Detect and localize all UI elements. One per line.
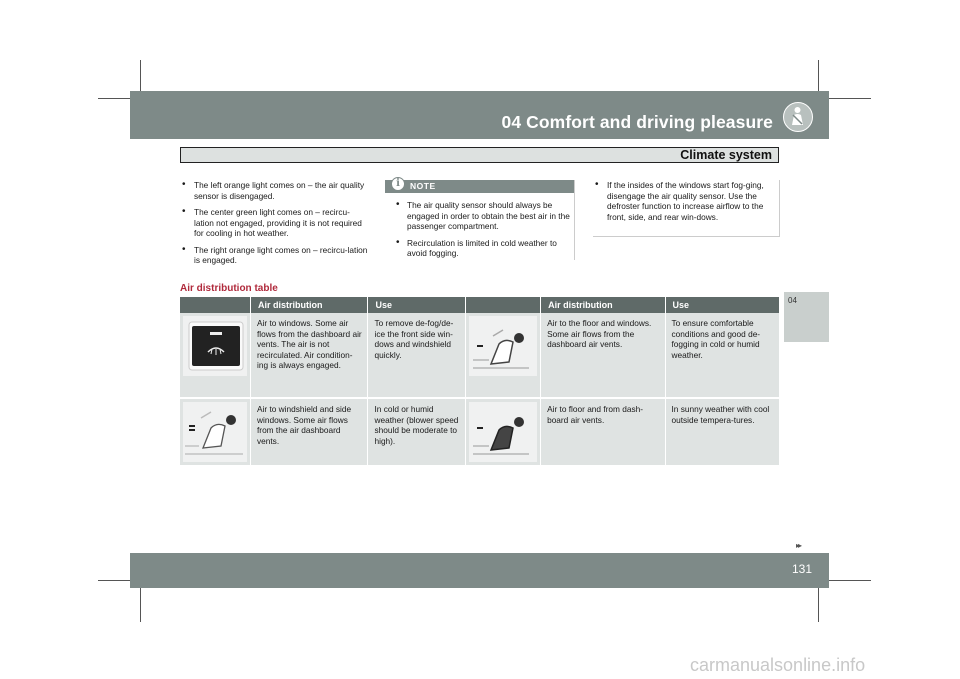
column-header: Air distribution — [251, 297, 368, 313]
airflow-windshield-side-icon — [183, 402, 247, 462]
list-item: • The air quality sensor should always be engaged in order to obtain the best air in the passenger compartment. — [385, 200, 570, 232]
column-header: Use — [665, 297, 780, 313]
column-1 — [180, 180, 368, 272]
section-title: Climate system — [680, 148, 772, 162]
airflow-floor-windows-icon — [469, 316, 537, 376]
column-header: Use — [368, 297, 466, 313]
chapter-header — [130, 91, 829, 139]
page-footer — [130, 553, 829, 588]
table-cell: Air to windshield and side windows. Some air flows from the air dashboard vents. — [251, 398, 368, 466]
column-header — [466, 297, 541, 313]
list-item: • The left orange light comes on – the air quality sensor is disengaged. — [180, 180, 368, 201]
table-row — [180, 313, 780, 398]
list-item: • If the insides of the windows start fog-ging, disengage the air quality sensor. Use the defroster function to increase airflow to the front, side, and rear win-dows. — [593, 180, 775, 222]
table-cell: Air to windows. Some air flows from the dashboard air vents. The air is not recirculated. Air condition-ing is always engaged. — [251, 313, 368, 398]
table-row — [180, 398, 780, 466]
table-cell — [180, 398, 251, 466]
continue-marker: ▸▸ — [796, 541, 801, 550]
table-cell — [466, 398, 541, 466]
table-cell: To ensure comfortable conditions and good de-fogging in cold or humid weather. — [665, 313, 780, 398]
page-number: 131 — [792, 562, 813, 576]
airflow-floor-dash-icon — [469, 402, 537, 462]
table-title: Air distribution table — [180, 283, 278, 294]
side-tab-label: 04 — [788, 296, 797, 305]
column-header: Air distribution — [541, 297, 665, 313]
table-cell — [466, 313, 541, 398]
note-title: NOTE — [410, 181, 436, 191]
list-item: • The center green light comes on – recircu-lation not engaged, providing it is not required for cooling in hot weather. — [180, 207, 368, 239]
note-list — [385, 200, 570, 265]
note-header — [385, 180, 574, 193]
table-cell: In cold or humid weather (blower speed should be moderate to high). — [368, 398, 466, 466]
table-cell: Air to the floor and windows. Some air flows from the dashboard air vents. — [541, 313, 665, 398]
chapter-side-tab — [784, 292, 829, 342]
section-bar — [180, 147, 779, 163]
table-cell — [180, 313, 251, 398]
table-header-row — [180, 297, 780, 313]
table-cell: In sunny weather with cool outside tempera-tures. — [665, 398, 780, 466]
list-item: • The right orange light comes on – recircu-lation is engaged. — [180, 245, 368, 266]
seat-belt-icon — [783, 102, 813, 132]
watermark: carmanualsonline.info — [690, 655, 866, 675]
list-item: • Recirculation is limited in cold weather to avoid fogging. — [385, 238, 570, 259]
air-distribution-table — [180, 297, 780, 467]
table-cell: To remove de-fog/de-ice the front side win-dows and windshield quickly. — [368, 313, 466, 398]
defroster-button-icon — [183, 316, 247, 376]
chapter-title: 04 Comfort and driving pleasure — [501, 112, 773, 132]
note-box — [385, 180, 575, 260]
info-icon: i — [391, 177, 405, 191]
column-header — [180, 297, 251, 313]
column-3 — [593, 180, 775, 228]
table-cell: Air to floor and from dash-board air vents. — [541, 398, 665, 466]
